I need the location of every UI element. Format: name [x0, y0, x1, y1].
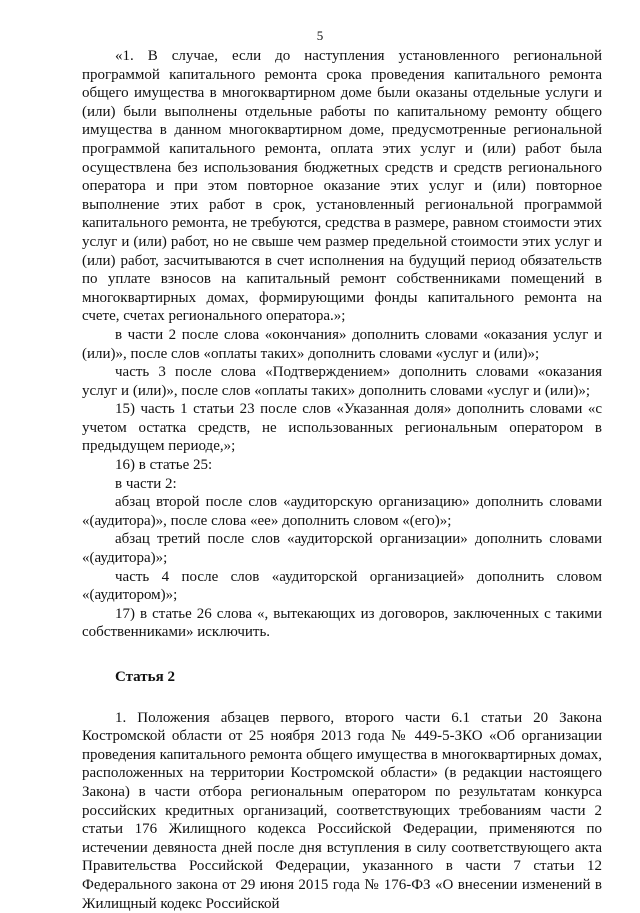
document-body: [82, 47, 602, 913]
page-number: 5: [316, 28, 324, 43]
amendment-item-15: 15) часть 1 статьи 23 после слов «Указанная доля» дополнить словами «с учетом остатка средств, не использованных региональным оператором в предыдущем периоде,»;: [82, 401, 602, 455]
amendment-paragraph-3: часть 3 после слова «Подтверждением» дополнить словами «оказания услуг и (или)», после слов «оплаты таких» дополнить словами «услуг и (или)»;: [82, 364, 602, 399]
article-2-paragraph-1: 1. Положения абзацев первого, второго части 6.1 статьи 20 Закона Костромской области от 25 ноября 2013 года № 449-5-ЗКО «Об организации проведения капитального ремонта общего имущества в многоквартирных домах, расположенных на территории Костромской области» (в редакции настоящего Закона) в части отбора региональным оператором по результатам конкурса российских кредитных организаций, соответствующих требованиям части 2 статьи 176 Жилищного кодекса Российской Федерации, применяются по истечении девяноста дней после дня вступления в силу соответствующего акта Правительства Российской Федерации, указанного в части 7 статьи 12 Федерального закона от 29 июня 2015 года № 176-ФЗ «О внесении изменений в Жилищный кодекс Российской: [82, 709, 602, 912]
amendment-item-16: 16) в статье 25:: [115, 457, 213, 474]
amendment-item-17: 17) в статье 26 слова «, вытекающих из договоров, заключенных с такими собственниками» исключить.: [82, 605, 602, 641]
amendment-paragraph-1: «1. В случае, если до наступления установленного региональной программой капитального ремонта срока проведения капитального ремонта общего имущества в многоквартирном доме были оказаны отдельные услуги и (или) были выполнены отдельные работы по капитальному ремонту общего имущества в данном многоквартирном доме, предусмотренные региональной программой капитального ремонта, оплата этих услуг и (или) работ была осуществлена без использования бюджетных средств и средств регионального оператора и при этом повторное оказание этих услуг и (или) повторное выполнение этих работ в срок, установленный региональной программой капитального ремонта, не требуются, средства в размере, равном стоимости этих услуг и (или) работ, но не свыше чем размер предельной стоимости этих услуг и (или) работ, засчитываются в счет исполнения на будущий период обязательств по уплате взносов на капитальный ремонт собственниками помещений в многоквартирных домах, формирующими фонды капитального ремонта на счете, счетах регионального оператора.»;: [82, 48, 602, 325]
amendment-paragraph-2: в части 2 после слова «окончания» дополнить словами «оказания услуг и (или)», после слов «оплаты таких» дополнить словами «услуг и (или)»;: [82, 326, 602, 362]
amendment-part-4: часть 4 после слов «аудиторской организацией» дополнить словом «(аудитором)»;: [82, 568, 602, 604]
article-heading: Статья 2: [115, 669, 175, 685]
amendment-part-2: в части 2:: [115, 475, 177, 492]
amendment-paragraph-second: абзац второй после слов «аудиторскую организацию» дополнить словами «(аудитора)», после слова «ее» дополнить словом «(его)»;: [82, 494, 602, 529]
amendment-paragraph-third: абзац третий после слов «аудиторской организации» дополнить словами «(аудитора)»;: [82, 531, 602, 567]
